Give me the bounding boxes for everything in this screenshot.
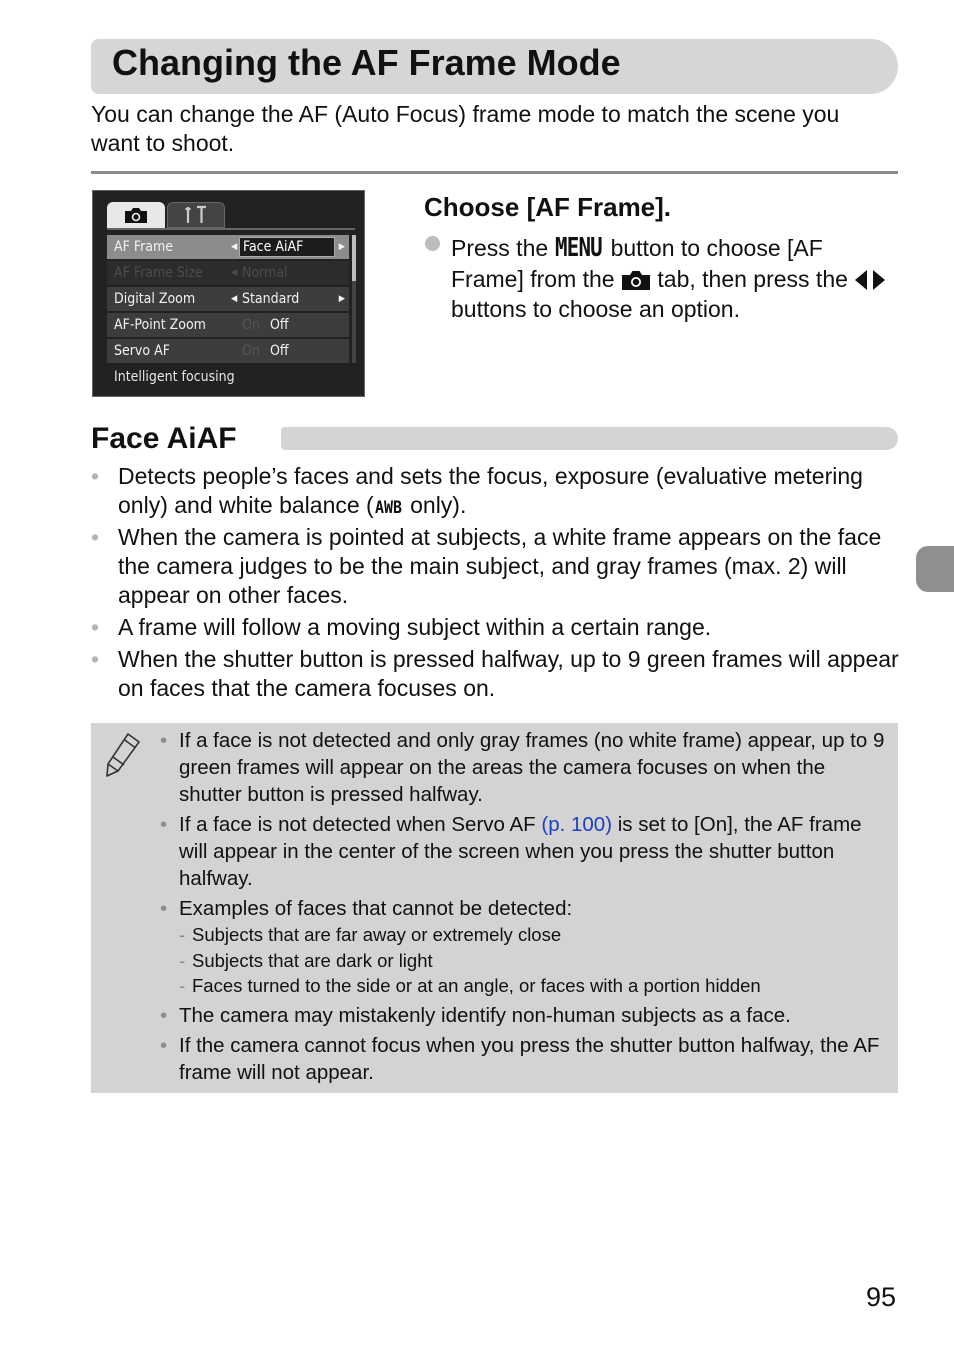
scrollbar-thumb [352, 235, 356, 281]
note-item [158, 895, 893, 922]
note-item-text: The camera may mistakenly identify non-human subjects as a face. [179, 1003, 791, 1027]
tools-tab [167, 202, 225, 228]
note-item [158, 1002, 893, 1029]
left-arrow-icon: ◀ [231, 294, 238, 304]
note-item-text: If a face is not detected and only gray frames (no white frame) appear, up to 9 green frames will appear on the areas the camera focuses on when the shutter button is pressed halfway. [179, 729, 885, 806]
bullet-icon: • [160, 1033, 168, 1057]
menu-row-af-point-zoom [107, 313, 349, 337]
right-arrow-icon: ▶ [338, 242, 345, 252]
left-right-buttons-icon [854, 269, 886, 291]
camera-menu-list [107, 235, 349, 365]
bullet-icon: • [160, 897, 168, 920]
menu-row-option-on: On [242, 317, 260, 333]
menu-row-digital-zoom [107, 287, 349, 311]
note-subitem-text: Faces turned to the side or at an angle, or faces with a portion hidden [192, 975, 761, 996]
tools-icon [184, 205, 208, 225]
svg-text:AWB: AWB [374, 498, 402, 517]
menu-row-servo-af [107, 339, 349, 363]
step-instructions [451, 233, 896, 325]
section-heading: Face AiAF [91, 422, 237, 455]
camera-icon [123, 206, 149, 225]
bullet-icon: • [91, 614, 100, 640]
list-item-text: When the shutter button is pressed halfway, up to 9 green frames will appear on faces that the camera focuses on. [118, 646, 899, 701]
list-item-text: only). [403, 492, 467, 518]
awb-icon [374, 493, 404, 517]
menu-row-label: Servo AF [114, 343, 170, 359]
face-aiaf-list [91, 462, 901, 706]
menu-row-value: Standard [242, 291, 300, 307]
note-item-text: If a face is not detected when Servo AF [179, 813, 542, 836]
menu-row-value: Face AiAF [239, 237, 335, 257]
bullet-icon: • [91, 463, 100, 489]
dash-bullet: - [179, 924, 186, 945]
note-item [158, 727, 893, 808]
note-item-text: is set to [On], the AF frame will appear in the center of the screen when you press the shutter button halfway. [179, 813, 862, 890]
menu-row-label: AF Frame [114, 239, 174, 255]
menu-row-label: AF Frame Size [114, 265, 203, 281]
note-item-text: Examples of faces that cannot be detected: [179, 897, 573, 920]
step-title: Choose [AF Frame]. [424, 192, 672, 222]
note-item-text: If the camera cannot focus when you press the shutter button halfway, the AF frame will not appear. [179, 1033, 880, 1084]
camera-menu-tabs [107, 202, 347, 228]
step-text-press: Press the [451, 235, 549, 261]
dash-bullet: - [179, 949, 186, 971]
list-item [91, 645, 901, 703]
step-text-tab: tab, then press the [657, 265, 848, 292]
menu-row-value: Off [270, 343, 289, 359]
page-reference-link[interactable]: (p. 100) [541, 813, 613, 836]
menu-row-label: AF-Point Zoom [114, 317, 206, 333]
menu-row-value: Normal [242, 265, 288, 281]
left-arrow-icon: ◀ [231, 242, 238, 252]
list-item-text: A frame will follow a moving subject within a certain range. [118, 614, 712, 640]
tab-underline [107, 228, 355, 230]
step-bullet-icon [425, 236, 440, 251]
step-text-mid: button to choose [AF Frame] from the [451, 235, 823, 292]
list-item-text: Detects people’s faces and sets the focus, exposure (evaluative metering only) and white balance ( [118, 463, 863, 518]
bullet-icon: • [91, 646, 100, 672]
menu-row-option-on: On [242, 343, 260, 359]
menu-row-value: Off [270, 317, 289, 333]
list-item [91, 613, 901, 642]
pencil-icon [104, 731, 142, 779]
note-subitem [158, 922, 893, 948]
note-item [158, 1032, 893, 1086]
bullet-icon: • [160, 813, 168, 836]
intro-paragraph: You can change the AF (Auto Focus) frame mode to match the scene you want to shoot. [91, 101, 840, 156]
page-title: Changing the AF Frame Mode [112, 42, 621, 83]
note-list [158, 727, 893, 1089]
dash-bullet: - [179, 975, 186, 996]
right-arrow-icon: ▶ [338, 294, 345, 304]
menu-button-label: MENU [554, 233, 602, 263]
left-arrow-icon: ◀ [231, 268, 238, 278]
menu-row-label: Digital Zoom [114, 291, 196, 307]
note-item [158, 811, 893, 892]
heading-bar [281, 427, 898, 450]
step-text-end: buttons to choose an option. [451, 296, 740, 322]
page-number: 95 [866, 1282, 897, 1312]
menu-hint-text: Intelligent focusing [114, 369, 235, 385]
note-subitem-text: Subjects that are far away or extremely close [192, 924, 562, 945]
camera-tab [107, 202, 165, 228]
bullet-icon: • [91, 524, 100, 550]
note-subitem-text: Subjects that are dark or light [192, 949, 433, 971]
list-item-text: When the camera is pointed at subjects, a white frame appears on the face the camera judges to be the main subject, and gray frames (max. 2) will appear on other faces. [118, 524, 882, 608]
list-item [91, 523, 901, 610]
list-item [91, 462, 901, 520]
camera-menu-screen [92, 190, 365, 397]
menu-row-af-frame-size [107, 261, 349, 285]
bullet-icon: • [160, 729, 168, 752]
menu-row-af-frame [107, 235, 349, 259]
note-subitem [158, 973, 893, 999]
bullet-icon: • [160, 1003, 168, 1027]
section-divider [91, 171, 898, 174]
camera-icon [621, 269, 651, 291]
note-subitem [158, 948, 893, 974]
chapter-side-tab [916, 546, 954, 592]
